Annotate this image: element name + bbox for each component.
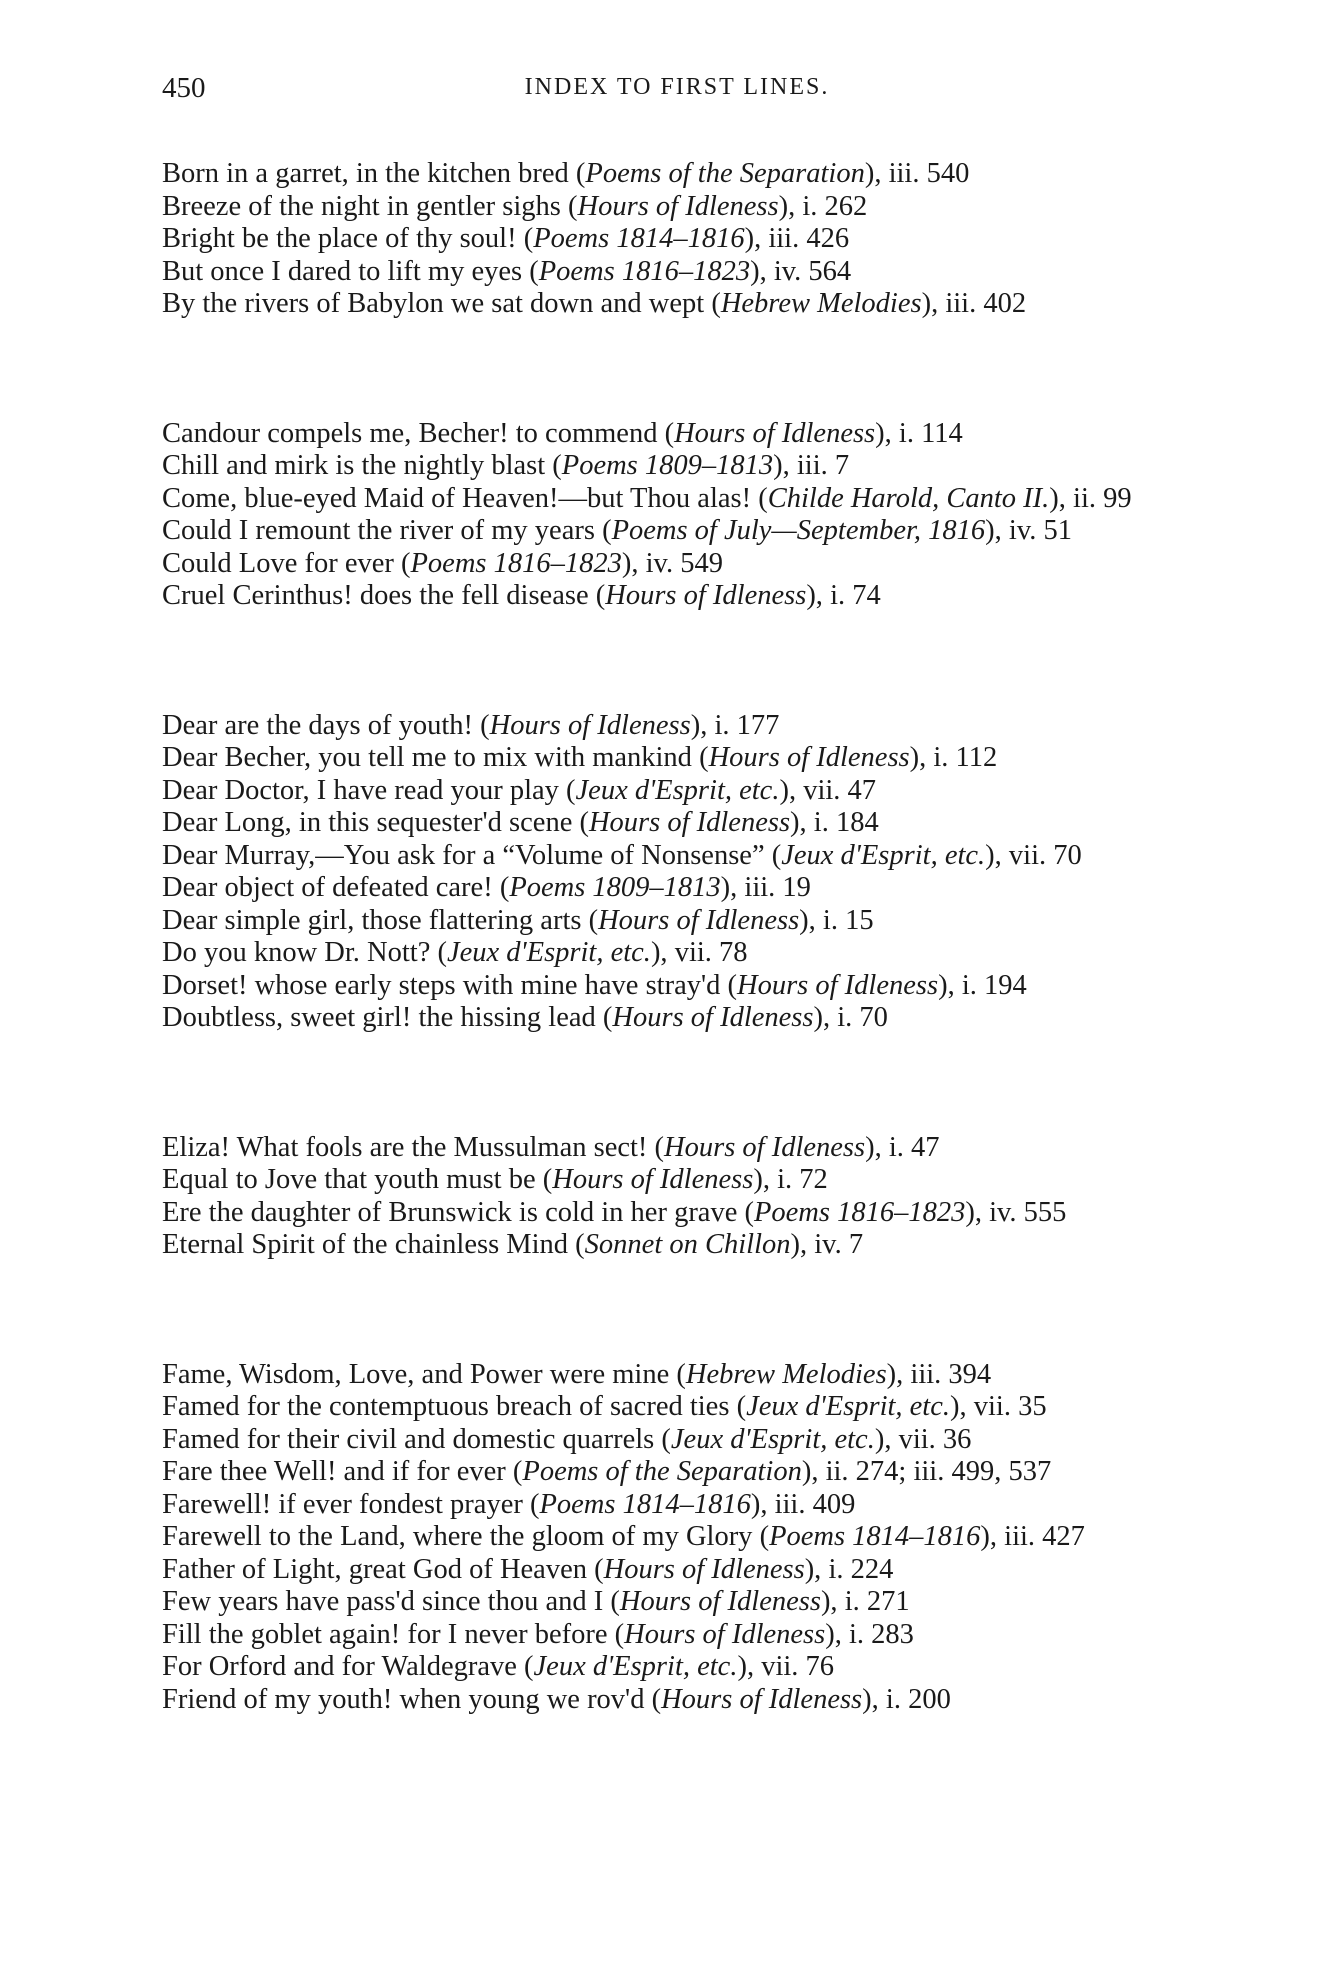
- volume-page-ref: iii. 426: [768, 223, 850, 254]
- index-group-f: [162, 1359, 1192, 1717]
- index-entry: Famed for their civil and domestic quarrels (Jeux d'Esprit, etc.), vii. 36: [162, 1423, 972, 1455]
- source-title: Jeux d'Esprit, etc.: [533, 1651, 738, 1682]
- source-title: Poems 1814–1816: [533, 223, 745, 254]
- volume-page-ref: iii. 394: [910, 1358, 992, 1390]
- index-entry: Cruel Cerinthus! does the fell disease (Hours of Idleness), i. 74: [162, 580, 881, 611]
- source-title: Hours of Idleness: [664, 1131, 866, 1163]
- index-entry: Equal to Jove that youth must be (Hours of Idleness), i. 72: [162, 1164, 828, 1195]
- index-entry: Dear Long, in this sequester'd scene (Hours of Idleness), i. 184: [162, 807, 879, 838]
- index-entry: Dear simple girl, those flattering arts (Hours of Idleness), i. 15: [162, 904, 874, 936]
- volume-page-ref: iv. 7: [814, 1229, 864, 1260]
- group-divider: [162, 321, 1192, 418]
- first-line: Could Love for ever: [162, 547, 394, 579]
- first-line: Eliza! What fools are the Mussulman sect!: [162, 1131, 648, 1163]
- volume-page-ref: i. 271: [844, 1586, 910, 1617]
- first-line: Dear simple girl, those flattering arts: [162, 904, 582, 936]
- first-line: Equal to Jove that youth must be: [162, 1164, 536, 1195]
- index-entry: Doubtless, sweet girl! the hissing lead (Hours of Idleness), i. 70: [162, 1002, 888, 1033]
- page-number: 450: [162, 72, 206, 104]
- source-title: Jeux d'Esprit, etc.: [746, 1391, 951, 1422]
- first-line: Fame, Wisdom, Love, and Power were mine: [162, 1358, 670, 1390]
- volume-page-ref: i. 184: [813, 807, 879, 838]
- first-line: Eternal Spirit of the chainless Mind: [162, 1229, 569, 1260]
- volume-page-ref: i. 194: [961, 969, 1027, 1001]
- first-line: Could I remount the river of my years: [162, 515, 595, 546]
- index-entry: Dorset! whose early steps with mine have stray'd (Hours of Idleness), i. 194: [162, 969, 1027, 1001]
- source-title: Jeux d'Esprit, etc.: [670, 1423, 875, 1455]
- source-title: Hours of Idleness: [588, 807, 791, 838]
- first-line: Dear Becher, you tell me to mix with mankind: [162, 742, 692, 773]
- index-entry: By the rivers of Babylon we sat down and wept (Hebrew Melodies), iii. 402: [162, 288, 1027, 319]
- index-entry: Come, blue-eyed Maid of Heaven!—but Thou alas! (Childe Harold, Canto II.), ii. 99: [162, 482, 1132, 514]
- index-entry: Breeze of the night in gentler sighs (Hours of Idleness), i. 262: [162, 190, 868, 222]
- volume-page-ref: i. 283: [849, 1618, 914, 1650]
- source-title: Hours of Idleness: [708, 742, 910, 773]
- index-entry: Dear are the days of youth! (Hours of Idleness), i. 177: [162, 709, 780, 741]
- index-group-b: [162, 158, 1192, 321]
- index-entry: Dear Murray,—You ask for a “Volume of Nonsense” (Jeux d'Esprit, etc.), vii. 70: [162, 839, 1082, 871]
- first-line: Dear Doctor, I have read your play: [162, 774, 559, 806]
- source-title: Jeux d'Esprit, etc.: [575, 774, 780, 806]
- index-entry: Bright be the place of thy soul! (Poems 1814–1816), iii. 426: [162, 223, 850, 254]
- source-title: Poems 1816–1823: [753, 1196, 966, 1228]
- index-entry: But once I dared to lift my eyes (Poems 1816–1823), iv. 564: [162, 255, 852, 287]
- index-entry: Born in a garret, in the kitchen bred (Poems of the Separation), iii. 540: [162, 158, 970, 189]
- index-entry: Fame, Wisdom, Love, and Power were mine (Hebrew Melodies), iii. 394: [162, 1358, 992, 1390]
- first-line: Dear object of defeated care!: [162, 872, 493, 903]
- volume-page-ref: i. 114: [898, 417, 963, 449]
- volume-page-ref: vii. 76: [761, 1651, 835, 1682]
- first-line: Born in a garret, in the kitchen bred: [162, 158, 569, 189]
- volume-page-ref: i. 72: [777, 1164, 828, 1195]
- first-line: Farewell to the Land, where the gloom of my Glory: [162, 1521, 753, 1552]
- first-line: Farewell! if ever fondest prayer: [162, 1488, 523, 1520]
- index-entry: Ere the daughter of Brunswick is cold in her grave (Poems 1816–1823), iv. 555: [162, 1196, 1067, 1228]
- first-line: By the rivers of Babylon we sat down and wept: [162, 288, 705, 319]
- source-title: Poems 1816–1823: [410, 547, 622, 579]
- first-line: Breeze of the night in gentler sighs: [162, 190, 561, 222]
- volume-page-ref: iii. 540: [888, 158, 970, 189]
- volume-page-ref: ii. 99: [1073, 482, 1132, 514]
- source-title: Jeux d'Esprit, etc.: [446, 937, 651, 968]
- volume-page-ref: i. 112: [933, 742, 998, 773]
- volume-page-ref: vii. 70: [1008, 839, 1082, 871]
- index-entry: Farewell to the Land, where the gloom of my Glory (Poems 1814–1816), iii. 427: [162, 1521, 1085, 1552]
- index-entry: Do you know Dr. Nott? (Jeux d'Esprit, etc.), vii. 78: [162, 937, 748, 968]
- source-title: Jeux d'Esprit, etc.: [781, 839, 986, 871]
- volume-page-ref: iii. 19: [744, 872, 811, 903]
- running-title: INDEX TO FIRST LINES.: [524, 74, 830, 100]
- volume-page-ref: vii. 78: [674, 937, 748, 968]
- first-line: Famed for their civil and domestic quarrels: [162, 1423, 655, 1455]
- index-entry: Chill and mirk is the nightly blast (Poems 1809–1813), iii. 7: [162, 450, 850, 481]
- first-line: Bright be the place of thy soul!: [162, 223, 517, 254]
- volume-page-ref: vii. 35: [973, 1391, 1047, 1422]
- volume-page-ref: i. 70: [837, 1002, 888, 1033]
- first-line: Fare thee Well! and if for ever: [162, 1456, 506, 1487]
- source-title: Hours of Idleness: [605, 580, 807, 611]
- index-entry: Could Love for ever (Poems 1816–1823), iv. 549: [162, 547, 723, 579]
- volume-page-ref: iv. 564: [773, 255, 852, 287]
- source-title: Hours of Idleness: [674, 417, 876, 449]
- index-entry: Fare thee Well! and if for ever (Poems of the Separation), ii. 274; iii. 499, 537: [162, 1456, 1052, 1487]
- index-entry: Father of Light, great God of Heaven (Hours of Idleness), i. 224: [162, 1553, 894, 1585]
- volume-page-ref: i. 74: [830, 580, 881, 611]
- source-title: Hours of Idleness: [577, 190, 779, 222]
- source-title: Hours of Idleness: [619, 1586, 821, 1617]
- first-line: Dear Long, in this sequester'd scene: [162, 807, 573, 838]
- source-title: Poems 1809–1813: [509, 872, 721, 903]
- first-line: Come, blue-eyed Maid of Heaven!—but Thou alas!: [162, 482, 752, 514]
- volume-page-ref: i. 15: [822, 904, 874, 936]
- first-line: But once I dared to lift my eyes: [162, 255, 523, 287]
- index-entry: Dear Becher, you tell me to mix with mankind (Hours of Idleness), i. 112: [162, 742, 998, 773]
- index-entry: For Orford and for Waldegrave (Jeux d'Esprit, etc.), vii. 76: [162, 1651, 835, 1682]
- index-entry: Dear Doctor, I have read your play (Jeux d'Esprit, etc.), vii. 47: [162, 774, 877, 806]
- source-title: Hours of Idleness: [624, 1618, 826, 1650]
- first-line: Friend of my youth! when young we rov'd: [162, 1683, 645, 1715]
- source-title: Hours of Idleness: [598, 904, 800, 936]
- volume-page-ref: vii. 47: [803, 774, 877, 806]
- volume-page-ref: ii. 274; iii. 499, 537: [825, 1456, 1052, 1487]
- volume-page-ref: iii. 427: [1004, 1521, 1085, 1552]
- first-line: Cruel Cerinthus! does the fell disease: [162, 580, 589, 611]
- first-line: Chill and mirk is the nightly blast: [162, 450, 546, 481]
- group-divider: [162, 1035, 1192, 1132]
- source-title: Hours of Idleness: [489, 709, 691, 741]
- first-line: Famed for the contemptuous breach of sacred ties: [162, 1391, 730, 1422]
- source-title: Hours of Idleness: [603, 1553, 805, 1585]
- volume-page-ref: i. 47: [888, 1131, 940, 1163]
- volume-page-ref: iii. 402: [945, 288, 1027, 319]
- first-line: Dorset! whose early steps with mine have stray'd: [162, 969, 721, 1001]
- source-title: Poems 1814–1816: [769, 1521, 981, 1552]
- source-title: Poems of the Separation: [585, 158, 865, 189]
- source-title: Hours of Idleness: [737, 969, 939, 1001]
- source-title: Sonnet on Chillon: [584, 1229, 791, 1260]
- group-divider: [162, 1262, 1192, 1359]
- volume-page-ref: vii. 36: [898, 1423, 972, 1455]
- source-title: Poems of the Separation: [522, 1456, 802, 1487]
- volume-page-ref: i. 200: [885, 1683, 951, 1715]
- volume-page-ref: iii. 409: [774, 1488, 856, 1520]
- index-entry: Dear object of defeated care! (Poems 1809–1813), iii. 19: [162, 872, 811, 903]
- source-title: Hours of Idleness: [552, 1164, 754, 1195]
- index-group-e: [162, 1132, 1192, 1262]
- index-entry: Friend of my youth! when young we rov'd (Hours of Idleness), i. 200: [162, 1683, 951, 1715]
- source-title: Hebrew Melodies: [685, 1358, 887, 1390]
- volume-page-ref: i. 262: [802, 190, 868, 222]
- index-group-c: [162, 418, 1192, 613]
- first-line: Ere the daughter of Brunswick is cold in her grave: [162, 1196, 738, 1228]
- source-title: Hours of Idleness: [612, 1002, 814, 1033]
- source-title: Poems 1809–1813: [561, 450, 774, 481]
- index-of-first-lines: [162, 158, 1192, 1716]
- volume-page-ref: i. 177: [714, 709, 780, 741]
- source-title: Poems 1814–1816: [539, 1488, 751, 1520]
- source-title: Poems 1816–1823: [538, 255, 751, 287]
- group-divider: [162, 613, 1192, 710]
- first-line: Candour compels me, Becher! to commend: [162, 417, 658, 449]
- index-entry: Farewell! if ever fondest prayer (Poems 1814–1816), iii. 409: [162, 1488, 856, 1520]
- first-line: Father of Light, great God of Heaven: [162, 1553, 587, 1585]
- index-entry: Fill the goblet again! for I never before (Hours of Idleness), i. 283: [162, 1618, 914, 1650]
- volume-page-ref: i. 224: [828, 1553, 894, 1585]
- source-title: Hebrew Melodies: [720, 288, 922, 319]
- source-title: Poems of July—September, 1816: [611, 515, 986, 546]
- index-entry: Famed for the contemptuous breach of sacred ties (Jeux d'Esprit, etc.), vii. 35: [162, 1391, 1047, 1422]
- index-entry: Candour compels me, Becher! to commend (Hours of Idleness), i. 114: [162, 417, 963, 449]
- first-line: For Orford and for Waldegrave: [162, 1651, 517, 1682]
- index-entry: Eliza! What fools are the Mussulman sect! (Hours of Idleness), i. 47: [162, 1131, 940, 1163]
- volume-page-ref: iv. 51: [1008, 515, 1072, 546]
- first-line: Doubtless, sweet girl! the hissing lead: [162, 1002, 596, 1033]
- first-line: Dear Murray,—You ask for a “Volume of Nonsense”: [162, 839, 765, 871]
- source-title: Childe Harold, Canto II.: [767, 482, 1050, 514]
- index-entry: Few years have pass'd since thou and I (Hours of Idleness), i. 271: [162, 1586, 910, 1617]
- first-line: Dear are the days of youth!: [162, 709, 473, 741]
- index-entry: Could I remount the river of my years (Poems of July—September, 1816), iv. 51: [162, 515, 1072, 546]
- volume-page-ref: iii. 7: [796, 450, 850, 481]
- first-line: Fill the goblet again! for I never before: [162, 1618, 608, 1650]
- first-line: Few years have pass'd since thou and I: [162, 1586, 604, 1617]
- first-line: Do you know Dr. Nott?: [162, 937, 431, 968]
- index-group-d: [162, 710, 1192, 1035]
- index-entry: Eternal Spirit of the chainless Mind (Sonnet on Chillon), iv. 7: [162, 1229, 864, 1260]
- volume-page-ref: iv. 549: [645, 547, 723, 579]
- page-header: [162, 72, 1192, 112]
- volume-page-ref: iv. 555: [989, 1196, 1067, 1228]
- source-title: Hours of Idleness: [661, 1683, 863, 1715]
